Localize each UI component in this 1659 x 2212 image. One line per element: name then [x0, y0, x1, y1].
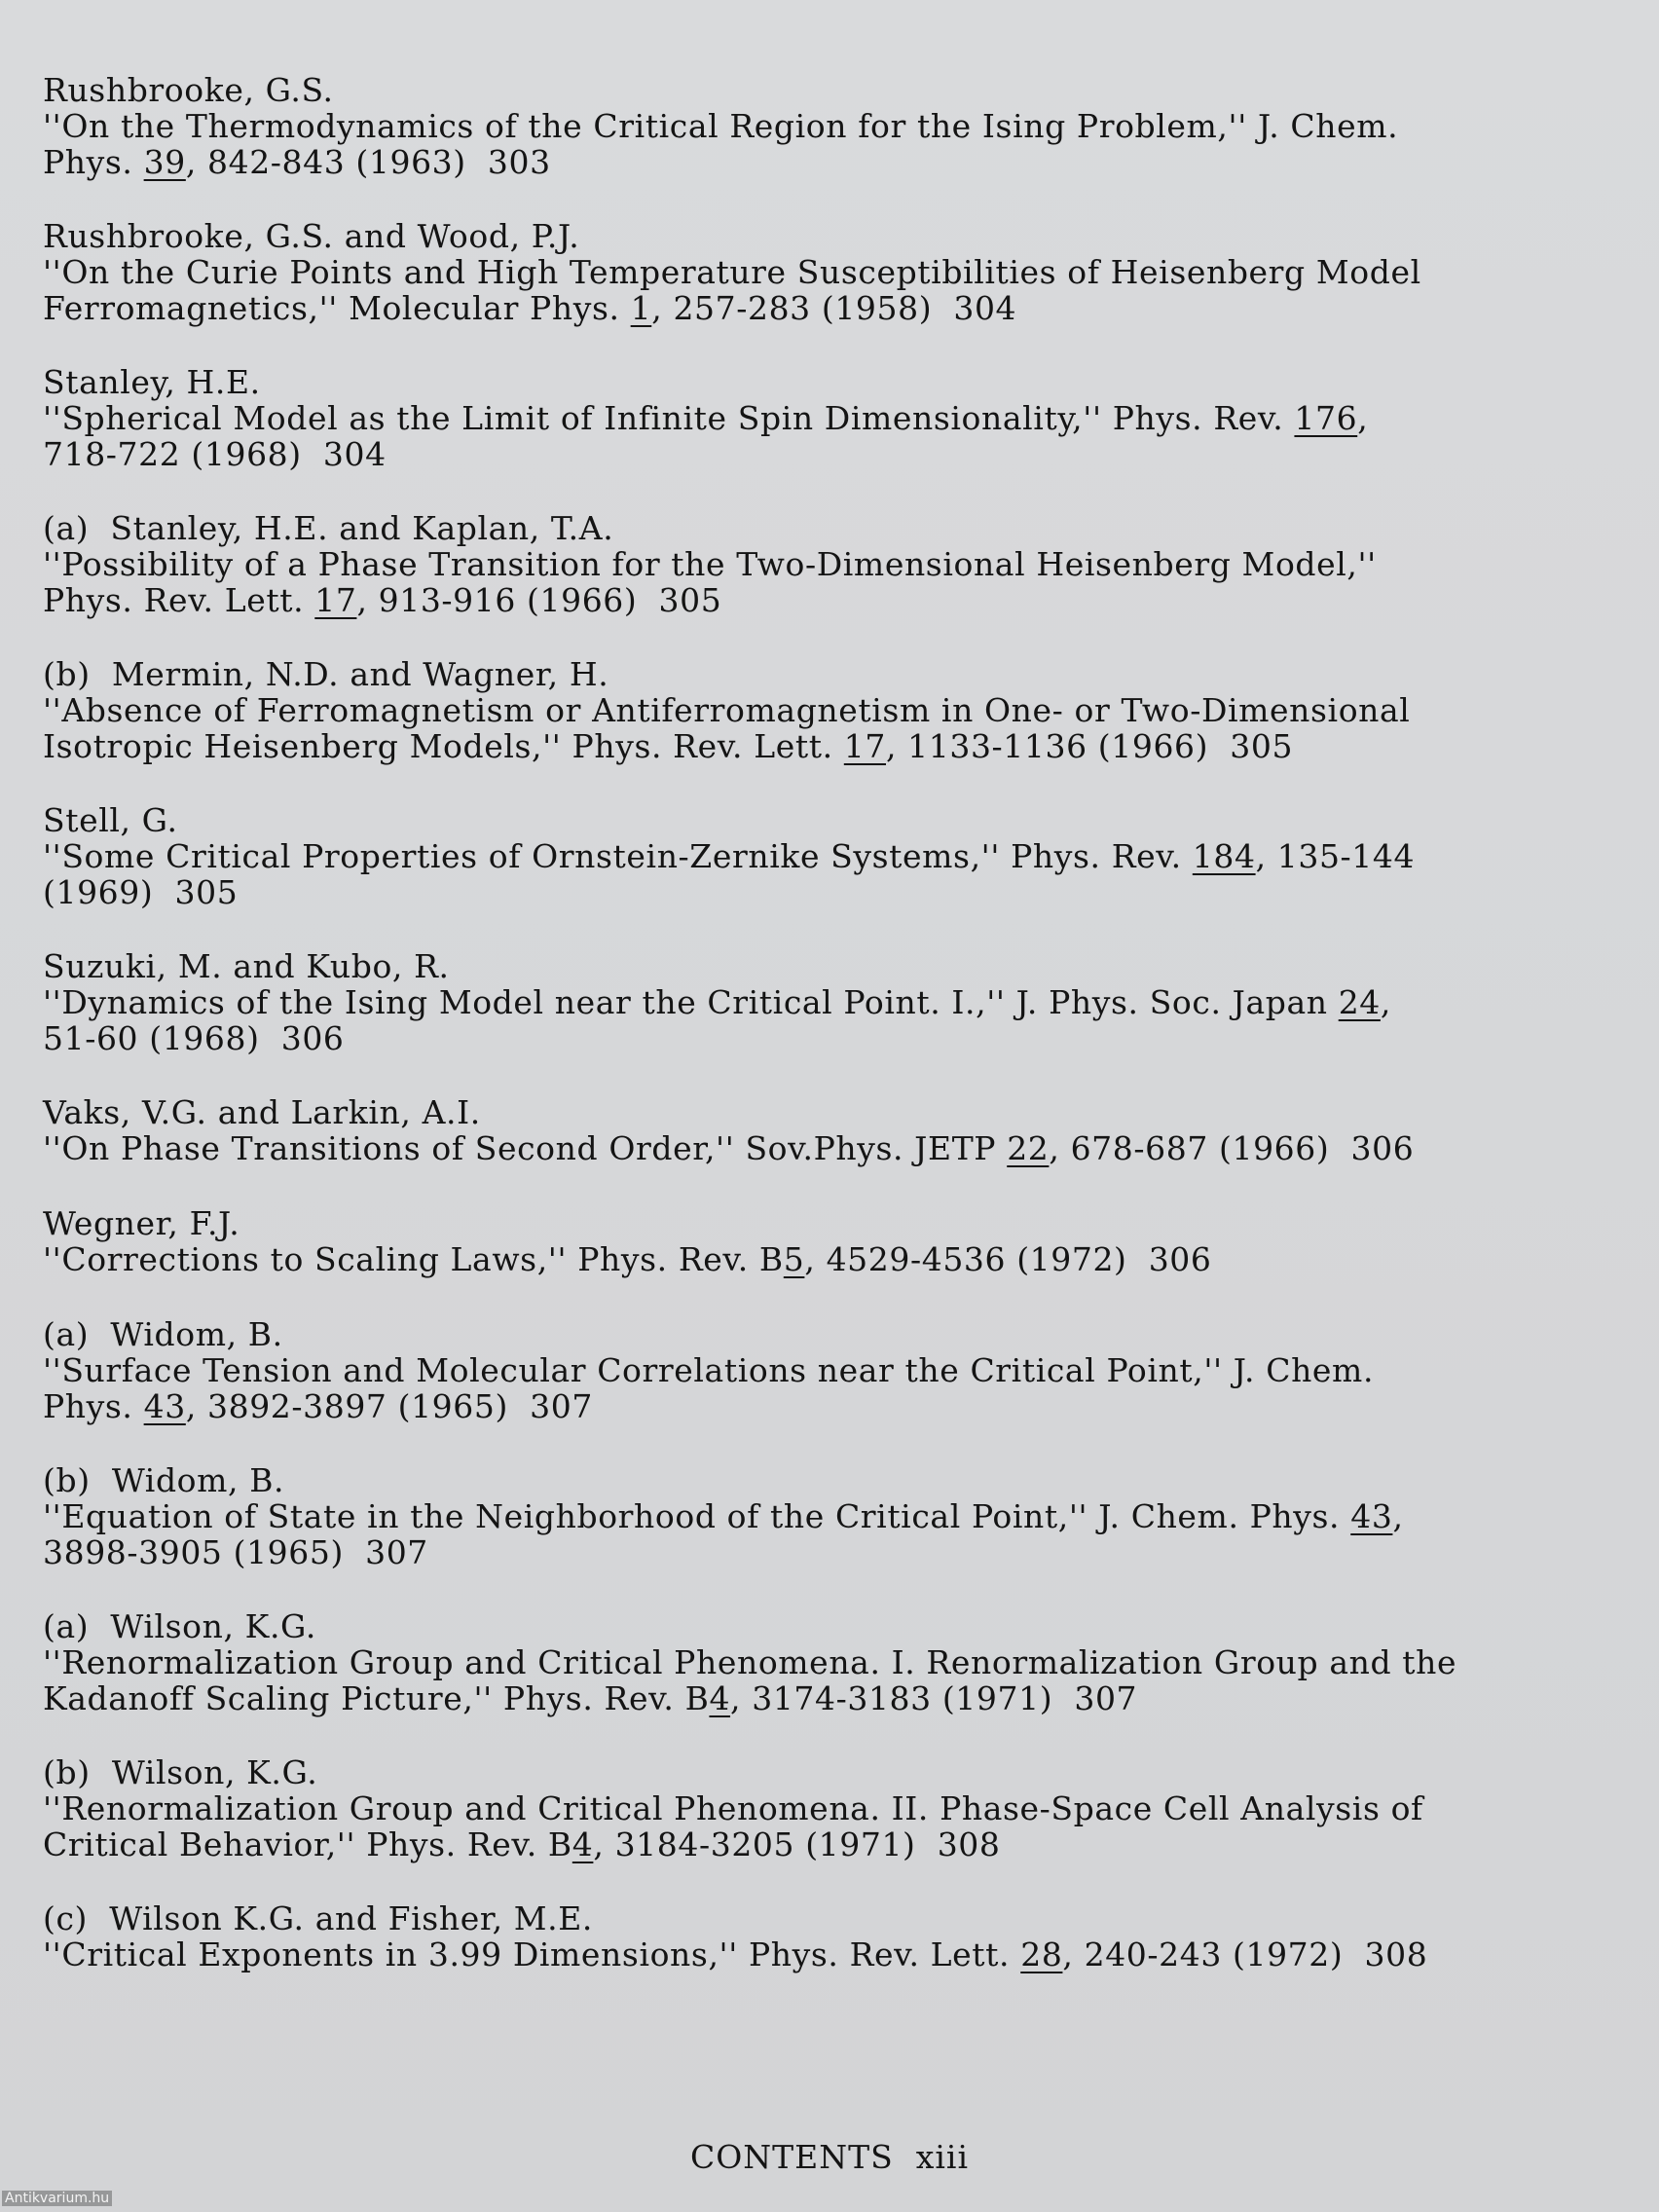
reference-title: ''Renormalization Group and Critical Phenomena. II. Phase-Space Cell Analysis of: [43, 1789, 1423, 1827]
volume-number: 24: [1338, 983, 1381, 1021]
reference-title: ''Corrections to Scaling Laws,'' Phys. Rev. B5, 4529-4536 (1972) 306: [43, 1240, 1212, 1278]
reference-title: ''On Phase Transitions of Second Order,'' Sov.Phys. JETP 22, 678-687 (1966) 306: [43, 1129, 1415, 1167]
reference-author: Vaks, V.G. and Larkin, A.I.: [43, 1093, 481, 1131]
reference-title: ''Equation of State in the Neighborhood of the Critical Point,'' J. Chem. Phys. 43,: [43, 1497, 1404, 1535]
reference-list: [43, 72, 1601, 2011]
reference-author: Stell, G.: [43, 801, 178, 839]
volume-number: 43: [143, 1387, 186, 1425]
volume-number: 4: [709, 1679, 731, 1717]
reference-author: (a) Stanley, H.E. and Kaplan, T.A.: [43, 509, 614, 547]
reference-title: ''Absence of Ferromagnetism or Antiferromagnetism in One- or Two-Dimensional: [43, 691, 1411, 729]
reference-author: (b) Wilson, K.G.: [43, 1753, 318, 1791]
volume-number: 28: [1020, 1936, 1063, 1973]
reference-author: (b) Mermin, N.D. and Wagner, H.: [43, 655, 609, 693]
reference-author: (c) Wilson K.G. and Fisher, M.E.: [43, 1899, 594, 1937]
reference-citation: Kadanoff Scaling Picture,'' Phys. Rev. B4, 3174-3183 (1971) 307: [43, 1679, 1138, 1717]
reference-citation: Phys. 43, 3892-3897 (1965) 307: [43, 1387, 593, 1425]
reference-author: (b) Widom, B.: [43, 1461, 285, 1499]
volume-number: 17: [314, 581, 357, 619]
reference-author: Suzuki, M. and Kubo, R.: [43, 947, 450, 985]
volume-number: 22: [1007, 1129, 1050, 1167]
reference-entry: [43, 364, 1601, 510]
reference-entry: [43, 802, 1601, 948]
reference-citation: Critical Behavior,'' Phys. Rev. B4, 3184-3205 (1971) 308: [43, 1825, 1001, 1863]
reference-title: ''On the Curie Points and High Temperature Susceptibilities of Heisenberg Model: [43, 253, 1421, 291]
reference-entry: [43, 1900, 1601, 2011]
volume-number: 176: [1294, 399, 1358, 437]
reference-entry: [43, 948, 1601, 1094]
volume-number: 4: [571, 1825, 594, 1863]
reference-entry: [43, 1205, 1601, 1316]
reference-author: Wegner, F.J.: [43, 1204, 240, 1242]
reference-entry: [43, 1094, 1601, 1205]
reference-title: ''Critical Exponents in 3.99 Dimensions,'' Phys. Rev. Lett. 28, 240-243 (1972) 308: [43, 1936, 1428, 1973]
reference-citation: Phys. 39, 842-843 (1963) 303: [43, 143, 551, 181]
reference-citation: Isotropic Heisenberg Models,'' Phys. Rev. Lett. 17, 1133-1136 (1966) 305: [43, 727, 1294, 765]
reference-title: ''Dynamics of the Ising Model near the Critical Point. I.,'' J. Phys. Soc. Japan 24,: [43, 983, 1391, 1021]
reference-entry: [43, 218, 1601, 364]
reference-entry: [43, 510, 1601, 656]
volume-number: 5: [783, 1240, 805, 1278]
volume-number: 17: [843, 727, 886, 765]
reference-author: (a) Widom, B.: [43, 1315, 283, 1353]
reference-author: (a) Wilson, K.G.: [43, 1607, 316, 1645]
watermark: Antikvarium.hu: [2, 2191, 112, 2206]
volume-number: 184: [1192, 837, 1256, 875]
reference-entry: [43, 72, 1601, 218]
reference-title: ''Renormalization Group and Critical Phenomena. I. Renormalization Group and the: [43, 1643, 1457, 1681]
reference-entry: [43, 1754, 1601, 1900]
reference-title: ''Possibility of a Phase Transition for the Two-Dimensional Heisenberg Model,'': [43, 545, 1377, 583]
reference-citation: 3898-3905 (1965) 307: [43, 1533, 428, 1571]
reference-title: ''Spherical Model as the Limit of Infinite Spin Dimensionality,'' Phys. Rev. 176,: [43, 399, 1369, 437]
reference-citation: (1969) 305: [43, 873, 239, 911]
reference-entry: [43, 656, 1601, 802]
reference-citation: Ferromagnetics,'' Molecular Phys. 1, 257-283 (1958) 304: [43, 289, 1017, 327]
volume-number: 43: [1350, 1497, 1393, 1535]
volume-number: 1: [630, 289, 652, 327]
reference-title: ''Some Critical Properties of Ornstein-Zernike Systems,'' Phys. Rev. 184, 135-144: [43, 837, 1416, 875]
reference-citation: Phys. Rev. Lett. 17, 913-916 (1966) 305: [43, 581, 722, 619]
reference-title: ''Surface Tension and Molecular Correlations near the Critical Point,'' J. Chem.: [43, 1351, 1375, 1389]
reference-citation: 718-722 (1968) 304: [43, 435, 387, 473]
page-footer: CONTENTS xiii: [689, 2138, 970, 2176]
volume-number: 39: [143, 143, 186, 181]
reference-entry: [43, 1608, 1601, 1754]
reference-author: Rushbrooke, G.S.: [43, 71, 334, 109]
reference-author: Stanley, H.E.: [43, 363, 261, 401]
reference-entry: [43, 1462, 1601, 1608]
reference-citation: 51-60 (1968) 306: [43, 1019, 345, 1057]
reference-author: Rushbrooke, G.S. and Wood, P.J.: [43, 217, 580, 255]
reference-title: ''On the Thermodynamics of the Critical Region for the Ising Problem,'' J. Chem.: [43, 107, 1399, 145]
reference-entry: [43, 1316, 1601, 1462]
